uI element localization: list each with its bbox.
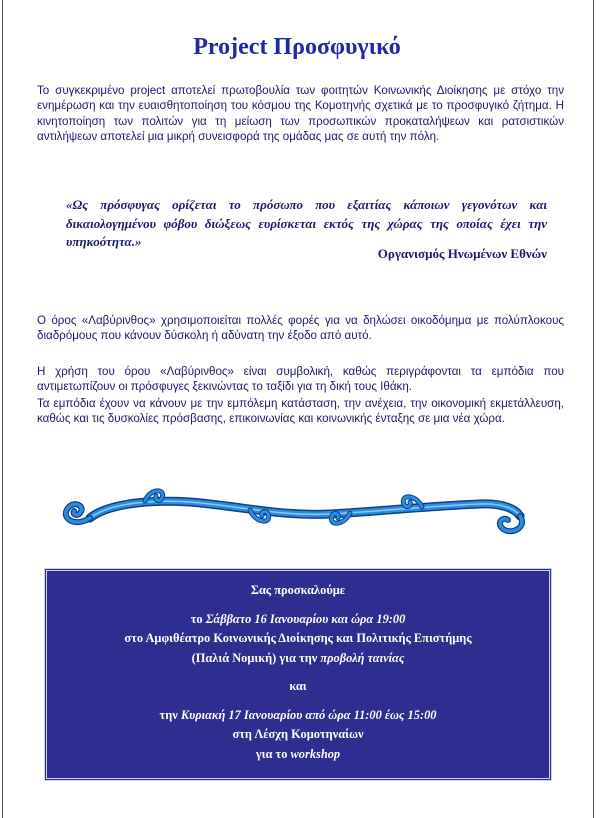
labyrinth-paragraph-2: Η χρήση του όρου «Λαβύρινθος» είναι συμβολική, καθώς περιγράφονται τα εμπόδια που αντιμετωπίζουν οι πρόσφυγες ξεκινώντας το ταξίδι για τη δική τους Ιθάκη.	[37, 365, 564, 394]
invite-saturday-line: το Σάββατο 16 Ιανουαρίου και ώρα 19:00	[190, 611, 406, 626]
invite-sunday-line: την Κυριακή 17 Ιανουαρίου από ώρα 11:00 έως 15:00	[159, 707, 437, 722]
invitation-box	[44, 568, 552, 781]
invite-club-line: στη Λέσχη Κομοτηναίων	[232, 727, 364, 741]
quote-source: Οργανισμός Ηνωμένων Εθνών	[377, 246, 547, 261]
invite-screening-line: (Παλιά Νομική) για την προβολή ταινίας	[191, 650, 405, 665]
labyrinth-paragraph-1: Ο όρος «Λαβύρινθος» χρησιμοποιείται πολλές φορές για να δηλώσει οικοδόμημα με πολύπλοκους διαδρόμους που κάνουν δύσκολη ή αδύνατη την έξοδο από αυτό.	[37, 314, 564, 343]
decorative-scroll-divider	[50, 480, 550, 542]
page-title: Project Προσφυγικό	[193, 34, 401, 60]
page-edge-right	[593, 0, 594, 818]
invite-and: και	[289, 679, 307, 693]
refugee-definition-quote: «Ως πρόσφυγας ορίζεται το πρόσωπο που εξαιτίας κάποιων γεγονότων και δικαιολογημένου φόβου διώξεως ευρίσκεται εκτός της χώρας της οποίας έχει την υπηκοότητα.»	[66, 197, 547, 249]
invite-workshop-line: για το workshop	[255, 746, 341, 761]
invite-venue-line: στο Αμφιθέατρο Κοινωνικής Διοίκησης και Πολιτικής Επιστήμης	[124, 631, 472, 645]
labyrinth-paragraph-3: Τα εμπόδια έχουν να κάνουν με την εμπόλεμη κατάσταση, την ανέχεια, την οικονομική εκμετάλλευση, καθώς και τις δυσκολίες πρόσβασης, επικοινωνίας και κοινωνικής ένταξης σε μια νέα χώρα.	[37, 397, 564, 426]
intro-paragraph: Το συγκεκριμένο project αποτελεί πρωτοβουλία των φοιτητών Κοινωνικής Διοίκησης με στόχο την ενημέρωση και την ευαισθητοποίηση του κόσμου της Κομοτηνής σχετικά με το προσφυγικό ζήτημα. Η κινητοποίηση των πολιτών για τη μείωση των προσωπικών προκαταλήψεων και ρατσιστικών αντιλήψεων αποτελεί μια μικρή συνεισφορά της ομάδας μας σε αυτή την πόλη.	[37, 84, 564, 144]
invite-heading: Σας προσκαλούμε	[250, 583, 346, 597]
page-edge-left	[2, 0, 3, 818]
